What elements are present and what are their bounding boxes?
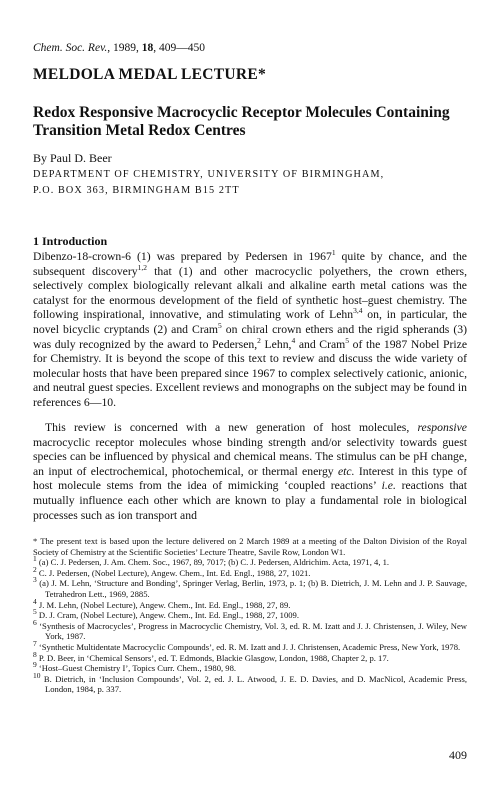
- reference-marker[interactable]: 5: [345, 335, 350, 345]
- text-run: This review is concerned with a new generation of host molecules,: [45, 421, 418, 434]
- footnote-text: B. Dietrich, in ‘Inclusion Compounds’, Vol. 2, ed. J. L. Atwood, J. E. D. Davies, and D. MacNicol, Academic Press, London, 1984, p. 337.: [43, 673, 467, 695]
- author-affiliation: [33, 167, 384, 199]
- lecture-title: MELDOLA MEDAL LECTURE*: [33, 66, 267, 83]
- italic-term: etc.: [337, 464, 355, 478]
- reference-marker[interactable]: 2: [257, 335, 261, 345]
- footnote-number: 4: [33, 596, 37, 606]
- article-title: Redox Responsive Macrocyclic Receptor Molecules Containing Transition Metal Redox Centres: [33, 104, 450, 139]
- text-run: Dibenzo-18-crown-6 (1) was prepared by Pedersen in 1967: [33, 250, 332, 263]
- footnote-number: 5: [33, 607, 37, 617]
- italic-term: i.e.: [381, 479, 396, 493]
- footnote-number: 1: [33, 554, 37, 564]
- text-run: Interest in this type of host molecule stems from the idea of mimicking ‘coupled reactions’: [33, 464, 467, 493]
- journal-volume: 18: [141, 42, 154, 54]
- footnote-text: ‘Synthesis of Macrocycles’, Progress in Macrocyclic Chemistry, Vol. 3, ed. R. M. Izatt and J. J. Christensen, J. Wiley, New York, 1987.: [39, 620, 467, 642]
- reference-marker[interactable]: 5: [218, 321, 222, 331]
- footnote-number: 10: [33, 670, 41, 680]
- footnote-7: [33, 639, 467, 653]
- footnote-3: [33, 575, 467, 599]
- footnote-text: C. J. Pedersen, (Nobel Lecture), Angew. Chem., Int. Ed. Engl., 1988, 27, 1021.: [38, 567, 311, 578]
- text-run: that (1) and other macrocyclic polyethers, the crown ethers, selectively complex biologically relevant alkali and alkaline earth metal cations was the catalyst for the enormous development of the field of synthetic host–guest chemistry. The following inspirational, innovative, and stimulating work of Lehn: [33, 264, 467, 322]
- footnote-6: [33, 617, 467, 642]
- reference-marker[interactable]: 1: [331, 248, 336, 258]
- footnote-number: 8: [33, 649, 37, 659]
- footnote-star: * The present text is based upon the lecture delivered on 2 March 1989 at a meeting of the Dalton Division of the Royal Society of Chemistry at the Scientific Societies’ Lecture Theatre, Savile Row, London W1.: [33, 536, 467, 557]
- footnote-5: [33, 607, 467, 621]
- intro-paragraph-1: [33, 250, 467, 411]
- journal-citation: [33, 42, 205, 54]
- section-heading: 1 Introduction: [33, 234, 108, 248]
- text-run: macrocyclic receptor molecules whose binding strength and/or selectivity towards guest species can be influenced by physical and chemical means. The stimulus can be pH change, an input of electrochemical, photochemical, or thermal energy: [33, 435, 467, 478]
- footnote-8: [33, 649, 467, 664]
- journal-year: , 1989,: [107, 42, 142, 54]
- italic-term: responsive: [417, 421, 467, 434]
- text-run: reactions that mutually influence each other which are known to play a fundamental role in biological processes such as ion transport and: [33, 479, 467, 522]
- text-run: Lehn,: [260, 337, 292, 351]
- footnote-text: ‘Synthetic Multidentate Macrocyclic Compounds’, ed. R. M. Izatt and J. J. Christensen, Academic Press, New York, 1978.: [38, 641, 461, 652]
- affiliation-line-1: DEPARTMENT OF CHEMISTRY, UNIVERSITY OF BIRMINGHAM,: [33, 169, 385, 180]
- journal-name: Chem. Soc. Rev.: [33, 42, 108, 54]
- footnote-number: 9: [33, 660, 37, 670]
- footnotes: [33, 536, 467, 695]
- footnote-text: ‘Host–Guest Chemistry I’, Topics Curr. Chem., 1980, 98.: [38, 663, 237, 674]
- footnote-10: [33, 670, 467, 695]
- text-run: on, in particular, the novel bicyclic cryptands (2) and Cram: [33, 308, 467, 336]
- footnote-text: (a) C. J. Pedersen, J. Am. Chem. Soc., 1967, 89, 7017; (b) C. J. Pedersen, Aldrichim. Acta, 1971, 4, 1.: [38, 557, 390, 568]
- footnote-text: P. D. Beer, in ‘Chemical Sensors’, ed. T. Edmonds, Blackie Glasgow, London, 1988, Chapter 2, p. 17.: [38, 652, 389, 663]
- affiliation-line-2: P.O. BOX 363, BIRMINGHAM B15 2TT: [33, 185, 240, 196]
- footnote-2: [33, 564, 467, 579]
- footnote-4: [33, 596, 467, 611]
- reference-marker[interactable]: 3,4: [353, 306, 363, 316]
- footnote-text: D. J. Cram, (Nobel Lecture), Angew. Chem., Int. Ed. Engl., 1988, 27, 1009.: [38, 610, 299, 621]
- text-run: of the 1987 Nobel Prize for Chemistry. It is beyond the scope of this text to review and discuss the wide variety of molecular hosts that have been prepared since 1967 to complex selectively cationic, anionic, and neutral guest species. Excellent reviews and monographs on the subject may be found in references 6—10.: [33, 337, 468, 409]
- footnote-number: 6: [33, 617, 37, 627]
- footnote-text: J. M. Lehn, (Nobel Lecture), Angew. Chem., Int. Ed. Engl., 1988, 27, 89.: [38, 599, 291, 610]
- reference-marker[interactable]: 4: [291, 335, 296, 345]
- footnote-number: 3: [33, 575, 37, 585]
- author-name: By Paul D. Beer: [33, 151, 112, 165]
- text-run: and Cram: [295, 337, 346, 351]
- page-number: 409: [449, 748, 467, 762]
- footnote-number: 7: [33, 639, 37, 649]
- intro-paragraph-2: [33, 421, 467, 523]
- text-run: on chiral crown ethers and the rigid spherands (3) was duly recognized by the award to Pedersen,: [33, 322, 467, 351]
- footnote-9: [33, 660, 467, 674]
- footnote-text: (a) J. M. Lehn, ‘Structure and Bonding’, Springer Verlag, Berlin, 1973, p. 1; (b) B. Dietrich, J. M. Lehn and J. P. Sauvage, Tetrahedron Lett., 1969, 2885.: [39, 578, 467, 599]
- reference-marker[interactable]: 1,2: [137, 262, 147, 272]
- footnote-number: 2: [33, 564, 37, 574]
- text-run: quite by chance, and the subsequent discovery: [33, 250, 467, 278]
- footnote-1: [33, 554, 467, 568]
- journal-pages: , 409—450: [153, 42, 205, 54]
